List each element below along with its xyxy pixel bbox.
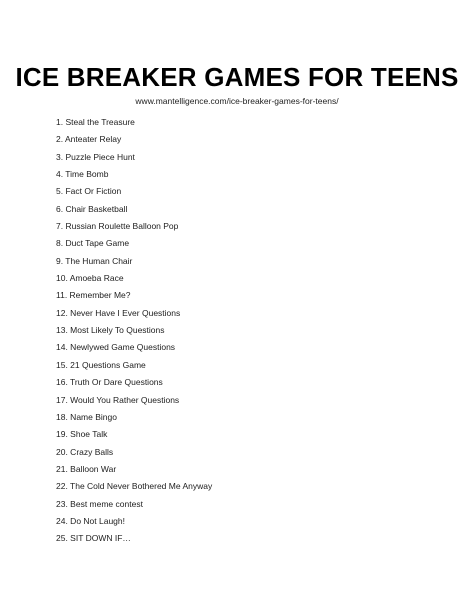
list-item-text: 21. Balloon War <box>56 463 117 474</box>
list-item-text: 9. The Human Chair <box>56 255 133 266</box>
list-item-text: 6. Chair Basketball <box>56 203 128 214</box>
list-item <box>56 256 212 273</box>
list-item <box>56 169 212 186</box>
list-item-text: 14. Newlywed Game Questions <box>56 342 176 353</box>
list-item-text: 16. Truth Or Dare Questions <box>56 377 163 388</box>
list-item-text: 22. The Cold Never Bothered Me Anyway <box>56 481 213 492</box>
list-item-text: 15. 21 Questions Game <box>56 359 146 370</box>
list-item <box>56 238 212 255</box>
list-item <box>56 481 212 498</box>
list-item-text: 20. Crazy Balls <box>56 446 114 457</box>
list-item-text: 2. Anteater Relay <box>56 134 122 145</box>
list-item <box>56 290 212 307</box>
list-item-text: 23. Best meme contest <box>56 498 143 509</box>
list-item-text: 13. Most Likely To Questions <box>56 325 165 336</box>
list-item <box>56 342 212 359</box>
page-title: ICE BREAKER GAMES FOR TEENS <box>15 62 459 92</box>
list-item <box>56 360 212 377</box>
list-item-text: 12. Never Have I Ever Questions <box>56 307 181 318</box>
list-item-text: 4. Time Bomb <box>56 169 109 180</box>
list-item-text: 10. Amoeba Race <box>56 273 124 284</box>
list-item <box>56 412 212 429</box>
list-item <box>56 395 212 412</box>
list-item <box>56 186 212 203</box>
list-item <box>56 464 212 481</box>
games-list <box>56 117 212 551</box>
list-item <box>56 516 212 533</box>
list-item <box>56 447 212 464</box>
list-item-text: 24. Do Not Laugh! <box>56 515 125 526</box>
list-item <box>56 499 212 516</box>
list-item-text: 1. Steal the Treasure <box>56 117 135 127</box>
list-item-text: 3. Puzzle Piece Hunt <box>56 151 135 162</box>
list-item <box>56 204 212 221</box>
list-item-text: 8. Duct Tape Game <box>56 238 130 249</box>
list-item-text: 19. Shoe Talk <box>56 429 108 440</box>
list-item <box>56 429 212 446</box>
list-item-text: 11. Remember Me? <box>56 290 131 301</box>
list-item-text: 5. Fact Or Fiction <box>56 186 122 197</box>
list-item <box>56 377 212 394</box>
list-item <box>56 221 212 238</box>
list-item <box>56 117 212 134</box>
list-item <box>56 325 212 342</box>
list-item <box>56 152 212 169</box>
list-item <box>56 273 212 290</box>
list-item-text: 7. Russian Roulette Balloon Pop <box>56 221 179 232</box>
list-item <box>56 134 212 151</box>
list-item <box>56 533 212 550</box>
source-url: www.mantelligence.com/ice-breaker-games-for-teens/ <box>135 96 339 106</box>
list-item-text: 17. Would You Rather Questions <box>56 394 180 405</box>
list-item <box>56 308 212 325</box>
list-item-text: 25. SIT DOWN IF… <box>56 533 131 544</box>
list-item-text: 18. Name Bingo <box>56 411 117 422</box>
